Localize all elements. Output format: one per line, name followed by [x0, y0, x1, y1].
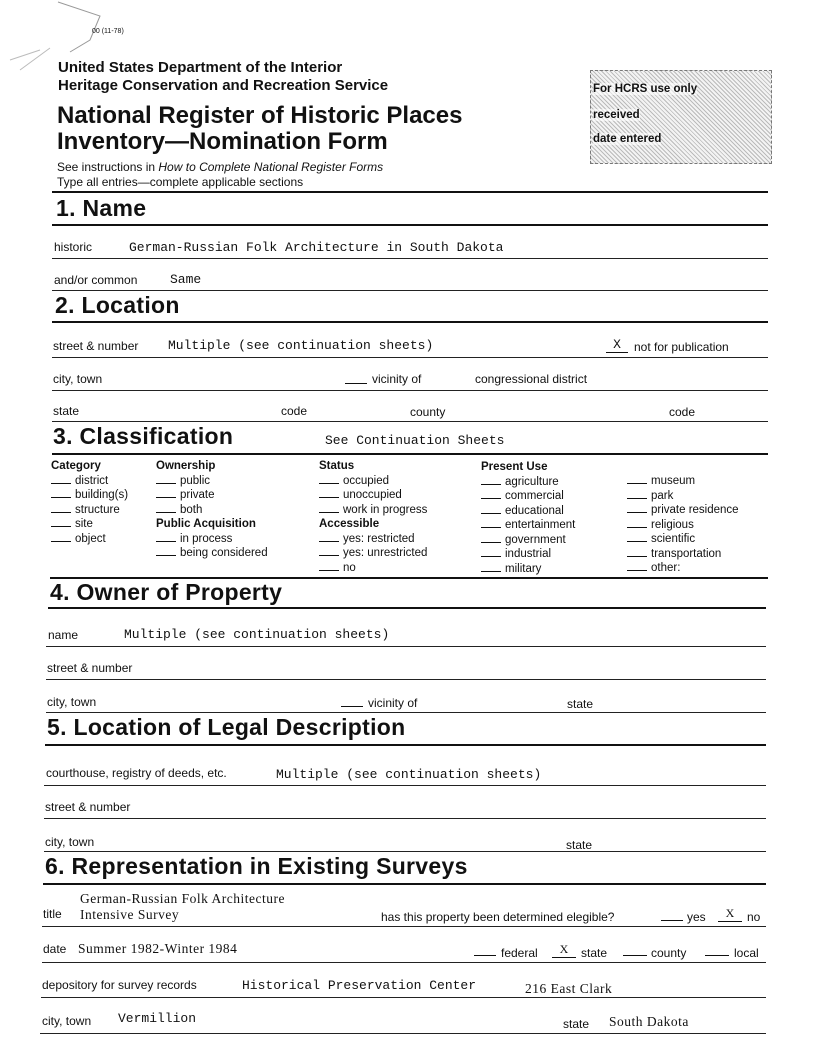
divider [44, 785, 766, 786]
survey-city-value[interactable]: Vermillion [118, 1011, 197, 1026]
classification-note: See Continuation Sheets [325, 433, 505, 448]
divider [52, 258, 768, 259]
instructions [57, 160, 383, 174]
owner-city-label: city, town [47, 695, 97, 709]
city-label: city, town [53, 372, 103, 386]
divider [52, 453, 768, 455]
divider [45, 744, 766, 746]
historic-label: historic [54, 240, 93, 254]
section-4-title: 4. Owner of Property [50, 579, 283, 605]
form-title-1: National Register of Historic Places [57, 102, 463, 129]
owner-name-label: name [48, 628, 79, 642]
state-mark[interactable]: X [552, 942, 576, 958]
divider [52, 191, 768, 193]
vicinity-label: vicinity of [372, 372, 422, 386]
divider [41, 997, 766, 998]
accessible-option[interactable]: no [319, 561, 427, 576]
instructions-title: How to Complete National Register Forms [158, 160, 384, 174]
state-label: state [53, 404, 80, 418]
divider [48, 607, 766, 609]
divider [44, 851, 766, 852]
congress-label: congressional district [475, 372, 588, 386]
present-use-option[interactable]: educational [481, 504, 575, 519]
code-label: code [281, 404, 308, 418]
county-blank[interactable] [623, 955, 647, 956]
service-name: Heritage Conservation and Recreation Service [58, 77, 389, 94]
status-option[interactable]: unoccupied [319, 488, 427, 503]
section-5-title: 5. Location of Legal Description [47, 714, 406, 740]
owner-street-label: street & number [47, 661, 133, 675]
accessible-option[interactable]: yes: unrestricted [319, 546, 427, 561]
status-col [319, 459, 427, 575]
stamp-line-3: date entered [593, 133, 662, 145]
present-use-option[interactable]: private residence [627, 503, 739, 518]
present-use-option[interactable]: commercial [481, 489, 575, 504]
vicinity-blank[interactable] [345, 383, 367, 384]
owner-name-value[interactable]: Multiple (see continuation sheets) [124, 627, 390, 642]
acquisition-option[interactable]: in process [156, 532, 268, 547]
state-level-label: state [581, 946, 608, 960]
present-use-col-a [481, 460, 575, 576]
divider [52, 390, 768, 391]
category-option[interactable]: site [51, 517, 128, 532]
divider [43, 883, 766, 885]
yes-label: yes [687, 910, 706, 924]
instructions-prefix: See instructions in [57, 160, 159, 174]
divider [52, 224, 768, 226]
county-label: county [410, 405, 446, 419]
divider [52, 321, 768, 323]
present-use-option[interactable]: religious [627, 518, 739, 533]
present-use-option[interactable]: transportation [627, 547, 739, 562]
accessible-head: Accessible [319, 518, 380, 530]
date-value[interactable]: Summer 1982-Winter 1984 [78, 941, 238, 956]
historic-value[interactable]: German-Russian Folk Architecture in South Dakota [129, 240, 504, 255]
common-value[interactable]: Same [170, 272, 202, 287]
section-6-title: 6. Representation in Existing Surveys [45, 853, 468, 879]
no-mark[interactable]: X [718, 906, 742, 922]
ownership-head: Ownership [156, 460, 216, 472]
form-title-2: Inventory—Nomination Form [57, 128, 388, 155]
status-option[interactable]: occupied [319, 474, 427, 489]
date-label: date [43, 942, 67, 956]
divider [46, 646, 766, 647]
dept-name: United States Department of the Interior [58, 59, 343, 76]
common-label: and/or common [54, 273, 138, 287]
present-use-option[interactable]: agriculture [481, 475, 575, 490]
federal-label: federal [501, 946, 538, 960]
stamp-line-2: received [593, 109, 640, 121]
ownership-option[interactable]: public [156, 474, 268, 489]
status-option[interactable]: work in progress [319, 503, 427, 518]
present-use-option[interactable]: industrial [481, 547, 575, 562]
divider [52, 421, 768, 422]
depository-label: depository for survey records [42, 978, 197, 992]
courthouse-label: courthouse, registry of deeds, etc. [46, 766, 227, 780]
legal-street-label: street & number [45, 800, 131, 814]
street-label: street & number [53, 339, 139, 353]
divider [44, 818, 766, 819]
category-option[interactable]: district [51, 474, 128, 489]
divider [46, 679, 766, 680]
divider [46, 712, 766, 713]
acquisition-option[interactable]: being considered [156, 546, 268, 561]
present-use-option[interactable]: park [627, 489, 739, 504]
acquisition-head: Public Acquisition [156, 518, 256, 530]
street-value[interactable]: Multiple (see continuation sheets) [168, 338, 434, 353]
present-use-option[interactable]: government [481, 533, 575, 548]
local-blank[interactable] [705, 955, 729, 956]
yes-blank[interactable] [661, 920, 683, 921]
divider [52, 357, 768, 358]
county-level-label: county [651, 946, 687, 960]
stamp-line-1: For HCRS use only [593, 83, 698, 95]
nfp-mark[interactable]: X [606, 337, 628, 353]
present-use-option[interactable]: military [481, 562, 575, 577]
status-head: Status [319, 460, 355, 472]
category-col [51, 459, 128, 546]
category-option[interactable]: structure [51, 503, 128, 518]
federal-blank[interactable] [474, 955, 496, 956]
section-2-title: 2. Location [55, 292, 180, 318]
present-use-option[interactable]: museum [627, 474, 739, 489]
legal-state-label: state [566, 838, 593, 852]
category-option[interactable]: object [51, 532, 128, 547]
survey-state-label: state [563, 1017, 590, 1031]
ownership-option[interactable]: private [156, 488, 268, 503]
present-use-option[interactable]: entertainment [481, 518, 575, 533]
eligible-question: has this property been determined elegible? [381, 910, 615, 924]
present-use-option[interactable]: other: [627, 561, 739, 576]
present-use-col-b [627, 474, 739, 576]
divider [42, 926, 766, 927]
ownership-option[interactable]: both [156, 503, 268, 518]
divider [42, 962, 766, 963]
accessible-option[interactable]: yes: restricted [319, 532, 427, 547]
code2-label: code [669, 405, 696, 419]
survey-title-value-1[interactable]: German-Russian Folk Architecture [80, 891, 285, 906]
survey-title-label: title [43, 907, 62, 921]
hcrs-stamp [590, 70, 772, 164]
ownership-col [156, 459, 268, 561]
survey-city-label: city, town [42, 1014, 92, 1028]
depository-address[interactable]: 216 East Clark [525, 981, 613, 996]
present-use-head: Present Use [481, 461, 548, 473]
owner-state-label: state [567, 697, 594, 711]
local-level-label: local [734, 946, 759, 960]
legal-city-label: city, town [45, 835, 95, 849]
category-head: Category [51, 460, 101, 472]
divider [52, 290, 768, 291]
depository-value[interactable]: Historical Preservation Center [242, 978, 477, 993]
section-3-title: 3. Classification [53, 423, 234, 449]
survey-state-value[interactable]: South Dakota [609, 1014, 689, 1029]
owner-vicinity-blank[interactable] [341, 706, 363, 707]
owner-vicinity-label: vicinity of [368, 696, 418, 710]
no-label: no [747, 910, 761, 924]
category-option[interactable]: building(s) [51, 488, 128, 503]
survey-title-value-2[interactable]: Intensive Survey [80, 907, 180, 922]
nfp-label: not for publication [634, 340, 729, 354]
divider [40, 1033, 766, 1034]
courthouse-value[interactable]: Multiple (see continuation sheets) [276, 767, 542, 782]
instructions-2: Type all entries—complete applicable sections [57, 175, 304, 189]
form-code: 00 (11-78) [92, 28, 124, 35]
present-use-option[interactable]: scientific [627, 532, 739, 547]
section-1-title: 1. Name [56, 195, 147, 221]
